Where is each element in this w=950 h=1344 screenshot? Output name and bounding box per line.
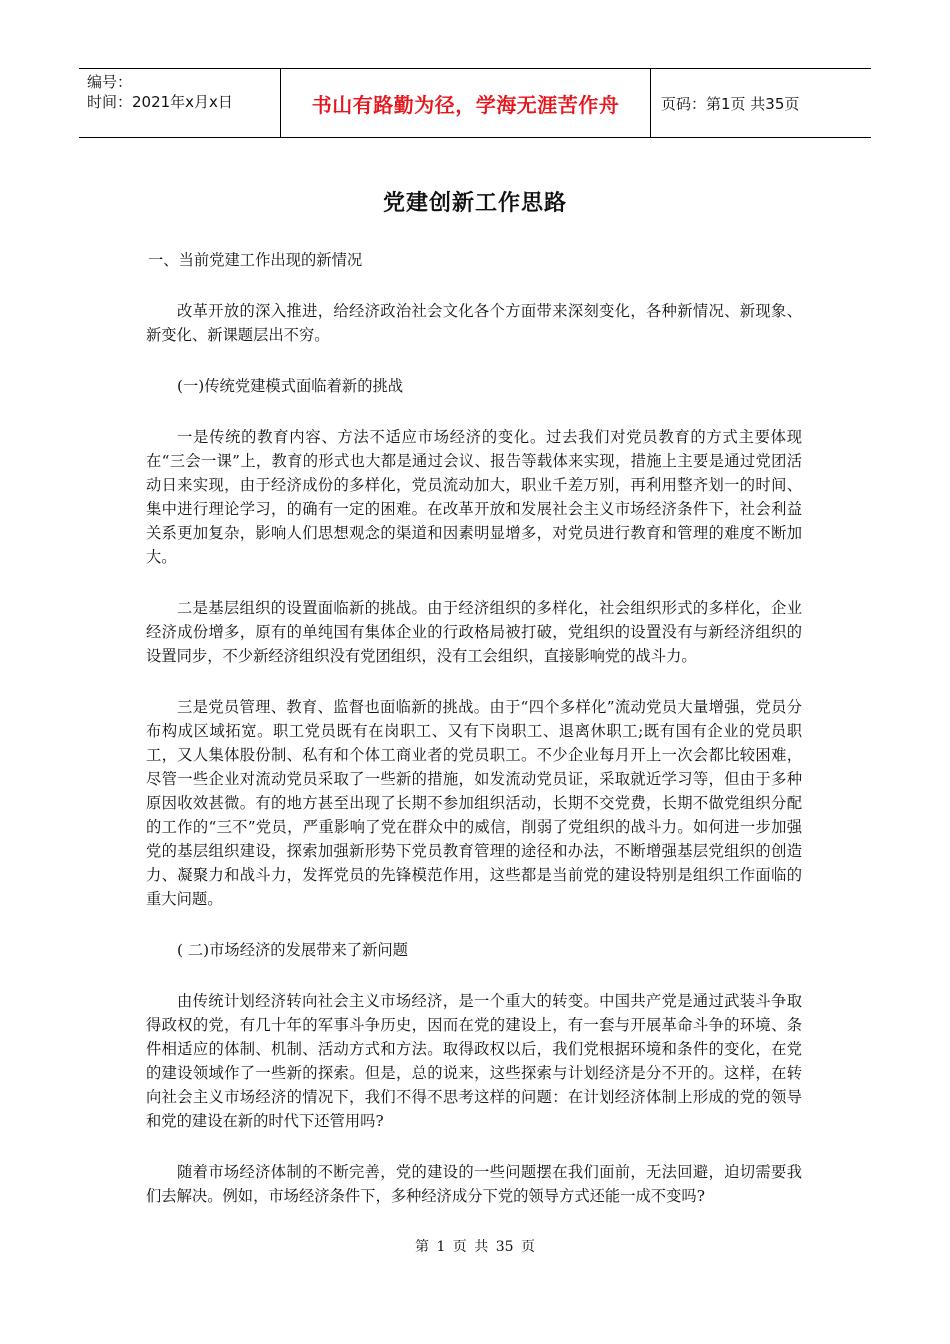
document-body [146, 248, 802, 1235]
header-page-cell [651, 69, 871, 137]
section-heading: 一、当前党建工作出现的新情况 [148, 251, 363, 269]
header-table [79, 68, 871, 138]
paragraph: 一是传统的教育内容、方法不适应市场经济的变化。过去我们对党员教育的方式主要体现在“三会一课”上，教育的形式也大都是通过会议、报告等载体来实现，措施上主要是通过党团活动日来实现，由于经济成份的多样化，党员流动加大，职业千差万别，再利用整齐划一的时间、集中进行理论学习，的确有一定的困难。在改革开放和发展社会主义市场经济条件下，社会利益关系更加复杂，影响人们思想观念的渠道和因素明显增多，对党员进行教育和管理的难度不断加大。 [146, 428, 802, 566]
number-label: 编号： [87, 73, 133, 91]
subsection-heading: ( 二)市场经济的发展带来了新问题 [177, 941, 408, 959]
subsection-heading: (一)传统党建模式面临着新的挑战 [177, 377, 404, 395]
paragraph: 改革开放的深入推进，给经济政治社会文化各个方面带来深刻变化，各种新情况、新现象、新变化、新课题层出不穷。 [146, 302, 802, 344]
paragraph: 由传统计划经济转向社会主义市场经济，是一个重大的转变。中国共产党是通过武装斗争取得政权的党，有几十年的军事斗争历史，因而在党的建设上，有一套与开展革命斗争的环境、条件相适应的体制、机制、活动方式和方法。取得政权以后，我们党根据环境和条件的变化，在党的建设领域作了一些新的探索。但是，总的说来，这些探索与计划经济是分不开的。这样，在转向社会主义市场经济的情况下，我们不得不思考这样的问题：在计划经济体制上形成的党的领导和党的建设在新的时代下还管用吗? [146, 992, 802, 1130]
header-meta-cell [79, 69, 281, 137]
date-label: 时间：2021年x月x日 [87, 93, 233, 111]
document-title: 党建创新工作思路 [382, 191, 567, 216]
motto: 书山有路勤为径，学海无涯苦作舟 [311, 92, 620, 117]
paragraph: 随着市场经济体制的不断完善，党的建设的一些问题摆在我们面前，无法回避，迫切需要我们去解决。例如，市场经济条件下，多种经济成分下党的领导方式还能一成不变吗? [146, 1163, 802, 1205]
page-info: 页码：第1页 共35页 [661, 94, 800, 113]
paragraph: 二是基层组织的设置面临新的挑战。由于经济组织的多样化，社会组织形式的多样化，企业经济成份增多，原有的单纯国有集体企业的行政格局被打破，党组织的设置没有与新经济组织的设置同步，不少新经济组织没有党团组织，没有工会组织，直接影响党的战斗力。 [146, 599, 802, 665]
paragraph: 三是党员管理、教育、监督也面临新的挑战。由于“四个多样化”流动党员大量增强，党员分布构成区域拓宽。职工党员既有在岗职工、又有下岗职工、退离休职工;既有国有企业的党员职工，又人集体股份制、私有和个体工商业者的党员职工。不少企业每月开上一次会都比较困难，尽管一些企业对流动党员采取了一些新的措施，如发流动党员证，采取就近学习等，但由于多种原因收效甚微。有的地方甚至出现了长期不参加组织活动，长期不交党费，长期不做党组织分配的工作的“三不”党员，严重影响了党在群众中的威信，削弱了党组织的战斗力。如何进一步加强党的基层组织建设，探索加强新形势下党员教育管理的途径和办法，不断增强基层党组织的创造力、凝聚力和战斗力，发挥党员的先锋模范作用，这些都是当前党的建设特别是组织工作面临的重大问题。 [146, 698, 802, 908]
header-motto-cell [281, 69, 651, 137]
page-footer: 第 1 页 共 35 页 [415, 1239, 535, 1255]
